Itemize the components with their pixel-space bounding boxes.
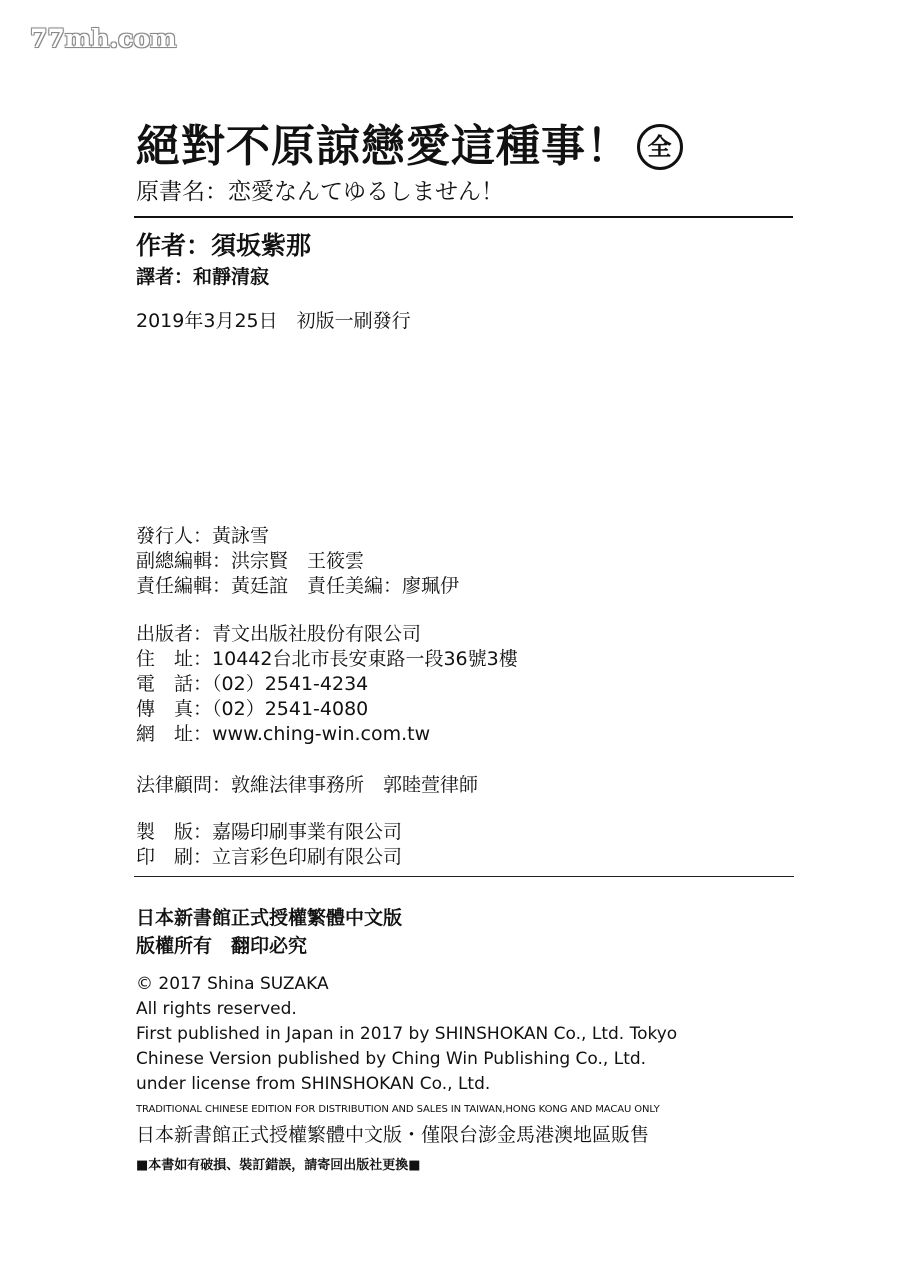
- rights-divider: [134, 876, 794, 877]
- plate-value: ：嘉陽印刷事業有限公司: [193, 821, 403, 843]
- copyright-line: © 2017 Shina SUZAKA: [136, 974, 329, 994]
- production-info: [136, 820, 402, 870]
- site-watermark: 77mh.com: [30, 24, 177, 53]
- original-title: 原書名：恋愛なんてゆるしません！: [136, 179, 504, 205]
- plate-label: 製 版: [136, 821, 194, 843]
- credit-publisher-person: 發行人：黃詠雪: [136, 525, 270, 547]
- plate-making: [136, 820, 402, 845]
- publisher-address: [136, 647, 518, 672]
- rights-reserved-line: 版權所有 翻印必究: [136, 935, 308, 957]
- publisher-website: [136, 722, 518, 747]
- distribution-english: TRADITIONAL CHINESE EDITION FOR DISTRIBUTION AND SALES IN TAIWAN,HONG KONG AND MACAU ONLY: [136, 1104, 660, 1115]
- phone-value: ：（02）2541-4234: [193, 673, 369, 695]
- book-title-text: 絕對不原諒戀愛這種事！: [136, 121, 631, 172]
- credit-deputy-editors: 副總編輯：洪宗賢 王筱雲: [136, 550, 365, 572]
- web-label: 網 址: [136, 723, 194, 745]
- english-copyright: [136, 972, 677, 1097]
- phone-label: 電 話: [136, 673, 194, 695]
- publisher-name: 出版者：青文出版社股份有限公司: [136, 623, 422, 645]
- publisher-fax: [136, 697, 518, 722]
- rights-block: [136, 904, 402, 960]
- fax-label: 傳 真: [136, 698, 194, 720]
- credit-editors: 責任編輯：黃廷誼 責任美編：廖珮伊: [136, 575, 460, 597]
- author-line: 作者：須坂紫那: [136, 231, 312, 260]
- publisher-phone: [136, 672, 518, 697]
- book-title: [136, 110, 683, 174]
- web-value: ：www.ching-win.com.tw: [193, 723, 431, 745]
- staff-credits: [136, 524, 459, 599]
- distribution-chinese: 日本新書館正式授權繁體中文版・僅限台澎金馬港澳地區販售: [136, 1124, 650, 1146]
- legal-advisor: 法律顧問：敦維法律事務所 郭睦萱律師: [136, 774, 479, 796]
- first-published-line: First published in Japan in 2017 by SHINSHOKAN Co., Ltd. Tokyo: [136, 1024, 678, 1044]
- print-value: ：立言彩色印刷有限公司: [193, 846, 403, 868]
- edition-line: 2019年3月25日 初版一刷發行: [136, 310, 411, 332]
- rights-license-line: 日本新書館正式授權繁體中文版: [136, 907, 403, 929]
- fax-value: ：（02）2541-4080: [193, 698, 369, 720]
- address-value: ：10442台北市長安東路一段36號3樓: [193, 648, 518, 670]
- license-line: under license from SHINSHOKAN Co., Ltd.: [136, 1074, 491, 1094]
- return-notice: ■本書如有破損、裝訂錯誤，請寄回出版社更換■: [136, 1158, 421, 1173]
- publisher-info: [136, 622, 518, 747]
- reserved-line: All rights reserved.: [136, 999, 297, 1019]
- address-label: 住 址: [136, 648, 194, 670]
- complete-badge: 全: [637, 124, 683, 170]
- chinese-version-line: Chinese Version published by Ching Win Publishing Co., Ltd.: [136, 1049, 647, 1069]
- print-label: 印 刷: [136, 846, 194, 868]
- translator-line: 譯者：和靜清寂: [136, 266, 270, 288]
- printing: [136, 845, 402, 870]
- title-divider: [134, 216, 793, 218]
